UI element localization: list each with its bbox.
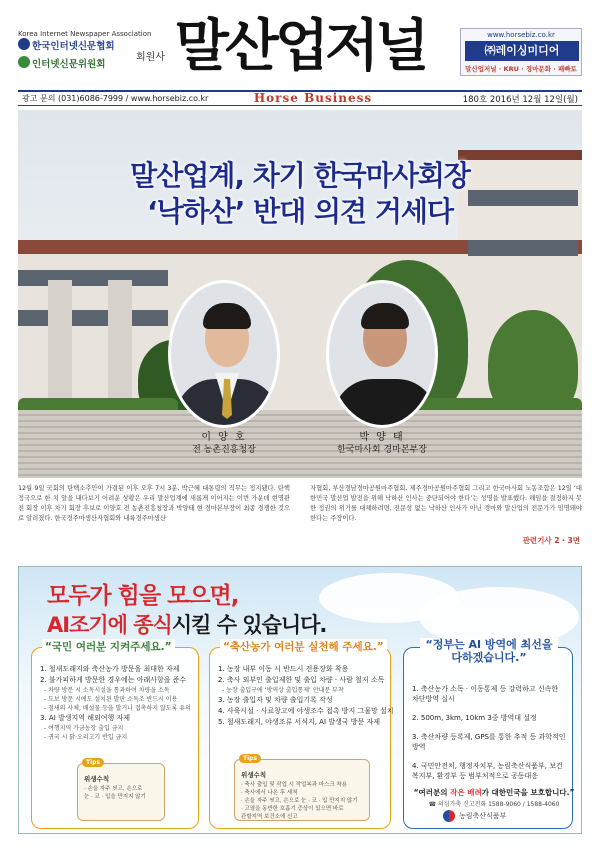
list-item: 5. 철새도래지, 야생조류 서식지, AI 발생국 방문 자제: [218, 718, 381, 726]
main-headline[interactable]: [18, 158, 582, 230]
tips-badge: Tips: [82, 758, 104, 767]
list-item: 1. 축산농가 소독 · 이동통제 등 강력하고 신속한 차단방역 실시: [412, 685, 559, 703]
caption-person-1: [144, 432, 304, 456]
committee-logo-icon: [18, 56, 30, 68]
ad-footer-message: [411, 787, 577, 798]
ad-title-line-1: 모두가 힘을 모으면,: [47, 583, 239, 609]
building-window-row: [18, 270, 168, 286]
member-tag: 회원사: [136, 52, 165, 63]
rules-item: · 축사에서 나온 후 세척: [241, 790, 298, 796]
government-list: [412, 664, 566, 781]
panel-government-title: “정부는 AI 방역에 최선을 다하겠습니다.”: [420, 638, 558, 664]
related-articles-link[interactable]: 관련기사 2 · 3면: [522, 536, 580, 545]
rules-item: · 손을 자주 씻고, 손으로: [84, 786, 143, 792]
info-bar: [18, 90, 582, 106]
ad-company-name: ㈜레이싱미디어: [465, 41, 579, 61]
ad-url[interactable]: www.horsebiz.co.kr: [487, 31, 555, 39]
association-english-name: Korea Internet Newspaper Association: [18, 30, 152, 38]
hygiene-rules-citizens: [77, 759, 165, 821]
article-column-left: 12월 9일 국회의 탄핵소추안이 가결된 이후 오후 7시 3분, 박근혜 대통령의 직무는 정지됐다. 탄핵 정국으로 한 치 앞을 내다보기 어려운 상황은 우리 말산업계에 새롭게 이어지는 이번 가운데 현명관 전 회장 이후 차기 회장 후보로 이양호 전 농촌진흥청장과 박양태 현 경마본부장이 최종 경쟁한 것으로 알려졌다. 한국경주마생산자협회와 내륙경주마생산: [18, 485, 290, 522]
list-item: 2. 축사 외부인 출입제한 및 출입 차량 · 사람 철저 소독: [218, 676, 385, 684]
list-subitem: - 여행지역 가금농장 출입 금지: [44, 725, 124, 732]
building-window-row: [18, 310, 168, 326]
list-subitem: - 도보 방문 시에도 설치된 발판 소독조 반드시 이용: [44, 696, 178, 703]
rules-item: · 손을 자주 씻고, 손으로 눈 · 코 · 입 만지지 않기: [241, 798, 358, 804]
list-item: 3. AI 발생지역 해외여행 자제: [40, 714, 131, 722]
association-logo-icon: [18, 38, 30, 50]
member-association-box: [18, 30, 168, 74]
list-item: 3. 축산차량 등록제, GPS를 통한 추적 등 과학적인 방역: [412, 733, 566, 751]
list-item: 3. 농장 출입자 및 차량 출입기록 작성: [218, 696, 333, 704]
headline-line-2[interactable]: ‘낙하산’ 반대 의견 거세다: [147, 195, 453, 228]
ai-prevention-ad: [18, 566, 582, 834]
ministry-logo-icon: [443, 810, 455, 822]
issue-date: 180호 2016년 12월 12일(월): [462, 95, 578, 105]
racing-media-ad[interactable]: [460, 28, 582, 76]
article-column-right: 자협회, 부산경남경마공원마주협회, 제주경마공원마주협회 그리고 한국마사회 노동조합은 12일 ‘대한민국 말산업 발전을 위해 낙하산 인사는 중단되어야 한다’는 성명을 발표했다. 해임을 결정하지 못한 정권의 위기를 대체하려면, 전문성 없는 낙하산 인사가 아닌 경마와 말산업의 전문가가 임명돼야 한다는 주장이다.: [310, 485, 582, 522]
ad-title-rest: 시킬 수 있습니다.: [171, 613, 327, 637]
hygiene-rules-farmers: [234, 755, 370, 821]
list-item: 2. 500m, 3km, 10km 3중 방역대 설정: [412, 714, 537, 722]
hair: [361, 303, 409, 329]
rules-title: 위생수칙: [241, 771, 267, 779]
hair: [203, 303, 251, 329]
front-page-photo: [18, 110, 582, 478]
list-item: 1. 철새도래지와 축산농가 방문을 최대한 자제: [40, 665, 180, 673]
newspaper-title: 말산업저널: [174, 13, 426, 79]
person-2-name: 박 양 태: [359, 432, 405, 443]
rules-item: 관할지역 보건소에 신고: [241, 814, 298, 820]
rules-title: 위생수칙: [84, 775, 110, 783]
portrait-park-yang-tae: [326, 280, 438, 428]
list-item: 4. 사육시설 · 사료창고에 야생조수 접촉 방지 그물망 설치: [218, 707, 394, 715]
jacket: [333, 379, 437, 428]
person-1-name: 이 양 호: [201, 432, 247, 443]
committee-name: 인터넷신문위원회: [32, 59, 106, 70]
ministry-name: 농림축산식품부: [459, 812, 507, 820]
tips-badge: Tips: [239, 754, 261, 763]
list-subitem: - 철새의 사체, 배설물 등을 발거나 접촉하지 않도록 유의: [44, 705, 191, 712]
section-label: Horse Business: [253, 91, 373, 105]
panel-farmers-title: “축산농가 여러분 실천해 주세요.”: [220, 639, 387, 654]
association-name: 한국인터넷신문협회: [32, 41, 115, 52]
ad-title-highlight: AI조기에 종식: [47, 613, 172, 637]
footer-msg-highlight: 작은 배려: [450, 788, 482, 797]
ad-inquiry: 광고 문의 (031)6086-7999 / www.horsebiz.co.kr: [22, 94, 209, 103]
footer-msg-post: 가 대한민국을 보호합니다.”: [481, 788, 575, 797]
ad-brand-list: 말산업저널 · KRU · 경마문화 · 패빠토: [465, 65, 577, 73]
list-subitem: - 차량 방문 시 소독시설을 통과하여 차량을 소독: [44, 687, 170, 694]
headline-line-1[interactable]: 말산업계, 차기 한국마사회장: [130, 159, 470, 192]
list-subitem: - 농장 출입구에 ‘방역상 출입통제’ 안내문 부착: [222, 687, 344, 694]
list-subitem: - 귀국 시 닭·오리고기 반입 금지: [44, 734, 128, 741]
panel-citizens-title: “국민 여러분 지켜주세요.”: [42, 639, 175, 654]
ad-title-line-2: [47, 609, 326, 639]
caption-person-2: [302, 432, 462, 456]
list-item: 2. 불가피하게 방문한 경우에는 아래사항을 준수: [40, 676, 187, 684]
masthead-header: [0, 0, 600, 90]
report-phone: ☎ 의심가축 신고전화 1588-9060 / 1588-4060: [428, 801, 560, 808]
person-1-title: 전 농촌진흥청장: [192, 445, 256, 455]
rules-item: · 고열을 동반한 호흡기 증상이 있으면 바로: [241, 806, 344, 812]
person-2-title: 한국마사회 경마본부장: [337, 445, 427, 455]
article-body: [18, 484, 582, 546]
portrait-lee-yang-ho: [168, 280, 280, 428]
footer-msg-pre: “여러분의: [413, 788, 451, 797]
rules-item: · 축사 출입 및 작업 시 작업복과 마스크 착용: [241, 782, 348, 788]
building-window-row: [468, 240, 578, 256]
list-item: 1. 농장 내부 이동 시 반드시 전용장화 착용: [218, 665, 349, 673]
list-item: 4. 국민안전처, 행정자치부, 농림축산식품부, 보건복지부, 환경부 등 범부처적으로 공동대응: [412, 762, 563, 780]
rules-item: 눈 · 코 · 입을 만지지 않기: [84, 794, 146, 800]
